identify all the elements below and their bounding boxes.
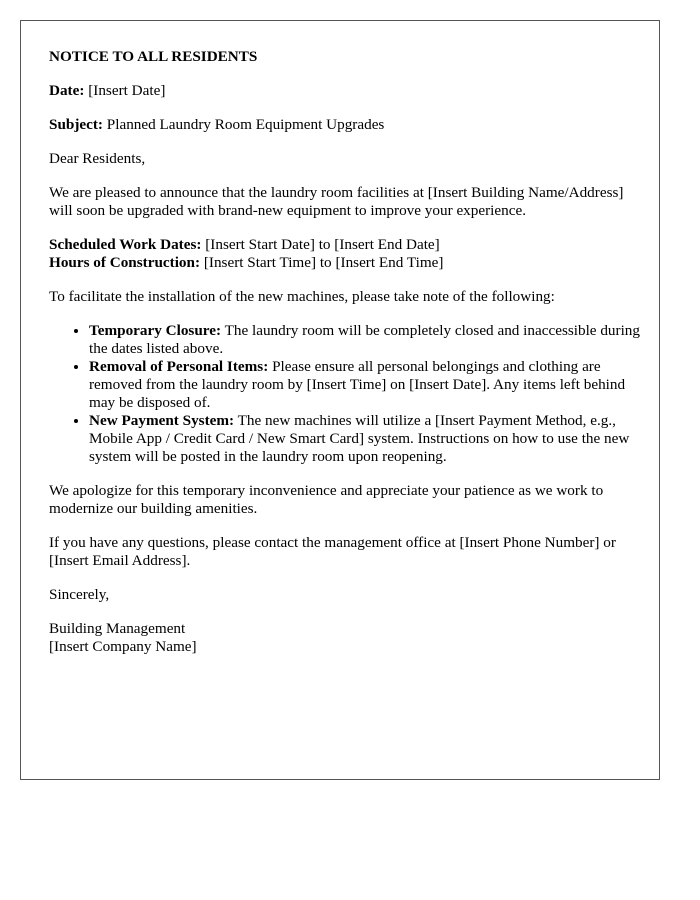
list-item [89,358,649,412]
signature-block [49,620,649,656]
subject-line [49,116,649,134]
date-label: Date: [49,82,85,99]
list-item [89,322,649,358]
apology-paragraph: We apologize for this temporary inconvenience and appreciate your patience as we work to modernize our building amenities. [49,482,604,517]
date-line [49,82,649,100]
facilitate-paragraph: To facilitate the installation of the new machines, please take note of the following: [49,288,555,305]
notice-page [20,20,660,780]
work-dates-label: Scheduled Work Dates: [49,236,202,253]
item-text: The new machines will utilize a [Insert Payment Method, e.g., Mobile App / Credit Card / New Smart Card] system. Instructions on how to use the new system will be posted in the laundry room upon reopening. [89,412,630,465]
item-text: The laundry room will be completely closed and inaccessible during the dates listed above. [89,322,640,357]
greeting: Dear Residents, [49,150,146,167]
item-label: Removal of Personal Items: [89,358,269,375]
notice-content [49,48,649,672]
intro-paragraph: We are pleased to announce that the laundry room facilities at [Insert Building Name/Address] will soon be upgraded with brand-new equipment to improve your experience. [49,184,624,219]
signature-line-2: [Insert Company Name] [49,638,197,655]
item-text: Please ensure all personal belongings and clothing are removed from the laundry room by [Insert Time] on [Insert Date]. Any items left behind may be disposed of. [89,358,626,411]
item-label: New Payment System: [89,412,235,429]
schedule-block [49,236,649,272]
notice-items-list [49,322,649,466]
notice-title: NOTICE TO ALL RESIDENTS [49,48,258,65]
list-item [89,412,649,466]
hours-value: [Insert Start Time] to [Insert End Time] [200,254,444,271]
work-dates-value: [Insert Start Date] to [Insert End Date] [201,236,440,253]
signature-line-1: Building Management [49,620,186,637]
closing: Sincerely, [49,586,110,603]
date-value: [Insert Date] [84,82,166,99]
questions-paragraph: If you have any questions, please contact the management office at [Insert Phone Number] or [Insert Email Address]. [49,534,616,569]
subject-value: Planned Laundry Room Equipment Upgrades [103,116,385,133]
subject-label: Subject: [49,116,103,133]
hours-label: Hours of Construction: [49,254,201,271]
item-label: Temporary Closure: [89,322,222,339]
